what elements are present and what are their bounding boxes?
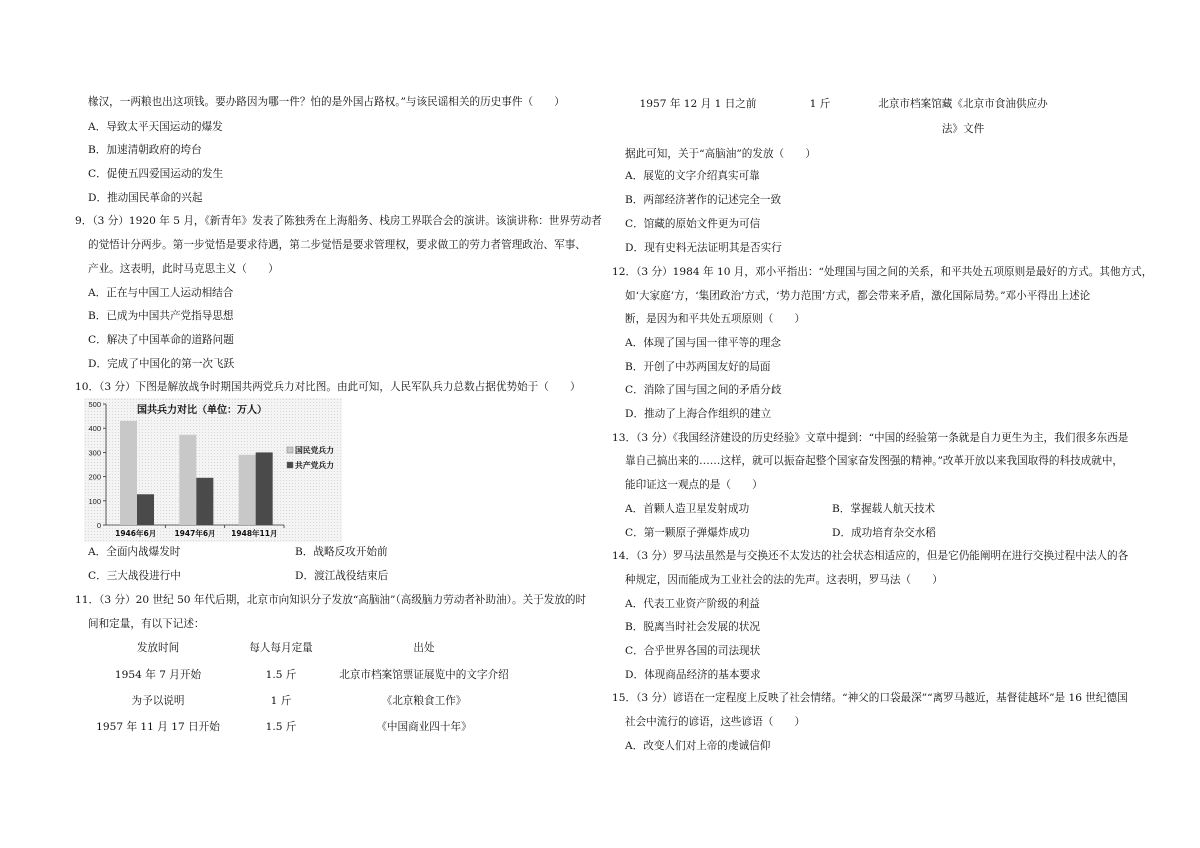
y-tick-label: 500 bbox=[88, 400, 101, 409]
x-tick-label: 1946年6月 bbox=[115, 529, 157, 538]
q14-stem-line-1: 14．（3 分）罗马法虽然是与交换还不太发达的社会状态相适应的，但是它仍能阐明在进行交换过程中法人的各 bbox=[612, 550, 1129, 562]
q10-option-b: B．战略反攻开始前 bbox=[295, 546, 388, 558]
q14-option-d: D．体现商品经济的基本要求 bbox=[625, 669, 761, 681]
q12-option-c: C．消除了国与国之间的矛盾分歧 bbox=[625, 384, 782, 396]
q12-option-a: A．体现了国与国一律平等的理念 bbox=[625, 337, 781, 349]
q12-option-b: B．开创了中苏两国友好的局面 bbox=[625, 361, 771, 373]
table-cell: 《中国商业四十年》 bbox=[376, 721, 472, 733]
legend-label: 共产党兵力 bbox=[295, 461, 334, 470]
bar-cpc bbox=[137, 494, 154, 525]
bar-kmt bbox=[239, 455, 256, 525]
table-cell: 1 斤 bbox=[270, 695, 292, 707]
x-tick-label: 1948年11月 bbox=[231, 529, 278, 538]
table-header-time: 发放时间 bbox=[136, 642, 180, 654]
q9-option-c: C．解决了中国革命的道路问题 bbox=[88, 334, 234, 346]
q15-stem-line-1: 15．（3 分）谚语在一定程度上反映了社会情绪。“神父的口袋最深”“离罗马越近，基督徒越坏”是 16 世纪德国 bbox=[612, 692, 1128, 704]
q9-option-d: D．完成了中国化的第一次飞跃 bbox=[88, 358, 235, 370]
q9-stem-line-1: 9．（3 分）1920 年 5 月，《新青年》发表了陈独秀在上海船务、栈房工界联合会的演讲。该演讲称：世界劳动者 bbox=[75, 215, 602, 227]
q13-option-b: B．掌握载人航天技术 bbox=[832, 503, 936, 515]
bar-cpc bbox=[196, 478, 213, 525]
q12-stem-line-1: 12．（3 分）1984 年 10 月，邓小平指出：“处理国与国之间的关系，和平共处五项原则是最好的方式。其他方式， bbox=[612, 266, 1153, 278]
table-cell: 1957 年 12 月 1 日之前 bbox=[639, 98, 757, 110]
q13-option-d: D．成功培育杂交水稻 bbox=[832, 527, 936, 539]
q10-option-d: D．渡江战役结束后 bbox=[295, 570, 389, 582]
q9-option-a: A．正在与中国工人运动相结合 bbox=[88, 287, 234, 299]
table-cell-continuation: 法》文件 bbox=[941, 123, 985, 135]
table-header-quota: 每人每月定量 bbox=[249, 642, 313, 654]
y-tick-label: 0 bbox=[96, 521, 101, 530]
q11-option-d: D．现有史料无法证明其是否实行 bbox=[625, 242, 782, 254]
q11-stem-line-1: 11．（3 分）20 世纪 50 年代后期，北京市向知识分子发放“高脑油”（高级脑力劳动者补助油）。关于发放的时 bbox=[75, 594, 587, 606]
bar-kmt bbox=[120, 421, 137, 525]
legend-swatch bbox=[287, 447, 293, 453]
q11-option-a: A．展览的文字介绍真实可靠 bbox=[625, 170, 760, 182]
y-tick-label: 400 bbox=[88, 424, 101, 434]
y-tick-label: 100 bbox=[88, 496, 101, 506]
q14-option-c: C．合乎世界各国的司法现状 bbox=[625, 645, 761, 657]
q13-stem-line-3: 能印证这一观点的是（ ） bbox=[625, 479, 763, 491]
bar-kmt bbox=[179, 435, 196, 525]
q8-option-d: D．推动国民革命的兴起 bbox=[88, 192, 203, 204]
q10-option-c: C．三大战役进行中 bbox=[88, 570, 181, 582]
q14-option-b: B．脱离当时社会发展的状况 bbox=[625, 621, 760, 633]
table-header-source: 出处 bbox=[413, 642, 435, 654]
q9-stem-line-2: 的觉悟计分两步。第一步觉悟是要求待遇，第二步觉悟是要求管理权，要求做工的劳力者管理政治、军事、 bbox=[88, 239, 586, 251]
q14-stem-line-2: 种规定，因而能成为工业社会的法的先声。这表明，罗马法（ ） bbox=[625, 574, 943, 586]
table-cell: 1957 年 11 月 17 日开始 bbox=[96, 721, 220, 733]
chart-title: 国共兵力对比（单位：万人） bbox=[137, 405, 267, 416]
table-cell: 1.5 斤 bbox=[265, 721, 297, 733]
table-cell: 1954 年 7 月开始 bbox=[114, 669, 202, 681]
q12-stem-line-3: 断，是因为和平共处五项原则（ ） bbox=[625, 313, 806, 325]
troop-comparison-chart bbox=[84, 398, 342, 542]
q13-option-a: A．首颗人造卫星发射成功 bbox=[625, 503, 750, 515]
q15-option-a: A．改变人们对上帝的虔诚信仰 bbox=[625, 740, 771, 752]
table-cell: 北京市档案馆藏《北京市食油供应办 bbox=[878, 98, 1048, 110]
q9-option-b: B．已成为中国共产党指导思想 bbox=[88, 310, 234, 322]
chart-svg bbox=[84, 398, 342, 542]
q11-question: 据此可知，关于“高脑油”的发放（ ） bbox=[625, 148, 816, 160]
q9-stem-line-3: 产业。这表明，此时马克思主义（ ） bbox=[88, 263, 279, 275]
legend-swatch bbox=[287, 462, 293, 468]
y-tick-label: 300 bbox=[88, 448, 101, 458]
q11-stem-line-2: 间和定量，有以下记述： bbox=[88, 618, 205, 630]
q8-option-c: C．促使五四爱国运动的发生 bbox=[88, 168, 224, 180]
q13-option-c: C．第一颗原子弹爆炸成功 bbox=[625, 527, 750, 539]
q10-option-a: A．全面内战爆发时 bbox=[88, 546, 181, 558]
bar-cpc bbox=[256, 452, 273, 525]
table-cell: 1.5 斤 bbox=[265, 669, 297, 681]
table-cell: 《北京粮食工作》 bbox=[381, 695, 467, 707]
q13-stem-line-1: 13．（3 分）《我国经济建设的历史经验》文章中提到：“中国的经验第一条就是自力更生为主，我们很多东西是 bbox=[612, 432, 1129, 444]
q11-option-b: B．两部经济著作的记述完全一致 bbox=[625, 194, 782, 206]
q14-option-a: A．代表工业资产阶级的利益 bbox=[625, 598, 760, 610]
q12-stem-line-2: 如‘大家庭’方，‘集团政治’方式，‘势力范围’方式，都会带来矛盾，激化国际局势。”邓小平得出上述论 bbox=[625, 290, 1091, 302]
y-tick-label: 200 bbox=[88, 472, 101, 482]
q11-option-c: C．馆藏的原始文件更为可信 bbox=[625, 218, 761, 230]
q12-option-d: D．推动了上海合作组织的建立 bbox=[625, 408, 772, 420]
q8-option-a: A．导致太平天国运动的爆发 bbox=[88, 121, 223, 133]
x-tick-label: 1947年6月 bbox=[174, 529, 216, 538]
q8-option-b: B．加速清朝政府的垮台 bbox=[88, 144, 202, 156]
q15-stem-line-2: 社会中流行的谚语，这些谚语（ ） bbox=[625, 716, 806, 728]
table-cell: 1 斤 bbox=[809, 98, 831, 110]
q10-stem: 10．（3 分）下图是解放战争时期国共两党兵力对比图。由此可知，人民军队兵力总数占据优势始于（ ） bbox=[75, 381, 581, 393]
legend-label: 国民党兵力 bbox=[295, 446, 334, 455]
q8-stem-tail: 椽汉，一两粮也出这项钱。要办路因为哪一件？怕的是外国占路权。”与该民谣相关的历史事件（ ） bbox=[88, 96, 565, 108]
table-cell: 北京市档案馆票证展览中的文字介绍 bbox=[339, 669, 509, 681]
table-cell: 为予以说明 bbox=[131, 695, 185, 707]
q13-stem-line-2: 靠自己搞出来的……这样，就可以振奋起整个国家奋发图强的精神。”改革开放以来我国取得的科技成就中， bbox=[625, 455, 1124, 467]
